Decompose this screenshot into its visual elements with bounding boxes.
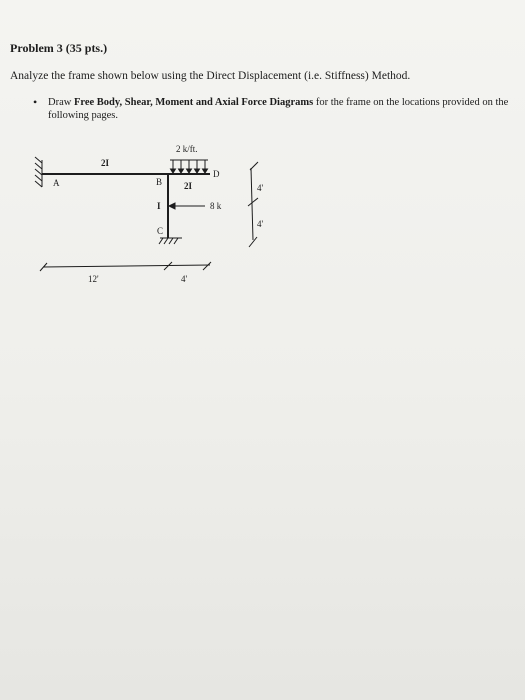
member-bd-label: 2I	[184, 181, 193, 191]
height-lower-label: 4'	[257, 219, 264, 229]
bullet-suffix: for the frame on the locations provided on the following pages.	[48, 97, 509, 121]
node-c-label: C	[157, 226, 164, 236]
problem-instruction: Analyze the frame shown below using the Direct Displacement (i.e. Stiffness) Method.	[10, 70, 411, 82]
node-a-label: A	[53, 178, 60, 188]
horizontal-dimension	[40, 262, 211, 271]
span-ab-label: 12'	[88, 274, 99, 284]
node-b-label: B	[156, 177, 163, 187]
member-ab-label: 2I	[101, 158, 110, 168]
vertical-dimension	[248, 162, 258, 247]
bullet-icon: •	[33, 95, 38, 109]
height-upper-label: 4'	[257, 183, 264, 193]
load-label: 2 k/ft.	[176, 144, 198, 154]
bullet-prefix: Draw	[48, 97, 74, 108]
problem-title: Problem 3 (35 pts.)	[10, 41, 108, 55]
member-bc-label: I	[157, 201, 161, 211]
node-d-label: D	[213, 169, 220, 179]
distributed-load	[170, 160, 208, 173]
point-load-label: 8 k	[210, 201, 222, 211]
bullet-bold-text: Free Body, Shear, Moment and Axial Force Diagrams	[73, 97, 314, 108]
fixed-support-a	[35, 157, 42, 187]
span-bd-label: 4'	[181, 274, 188, 284]
fixed-support-c	[159, 238, 182, 244]
point-load-arrow	[169, 203, 205, 209]
